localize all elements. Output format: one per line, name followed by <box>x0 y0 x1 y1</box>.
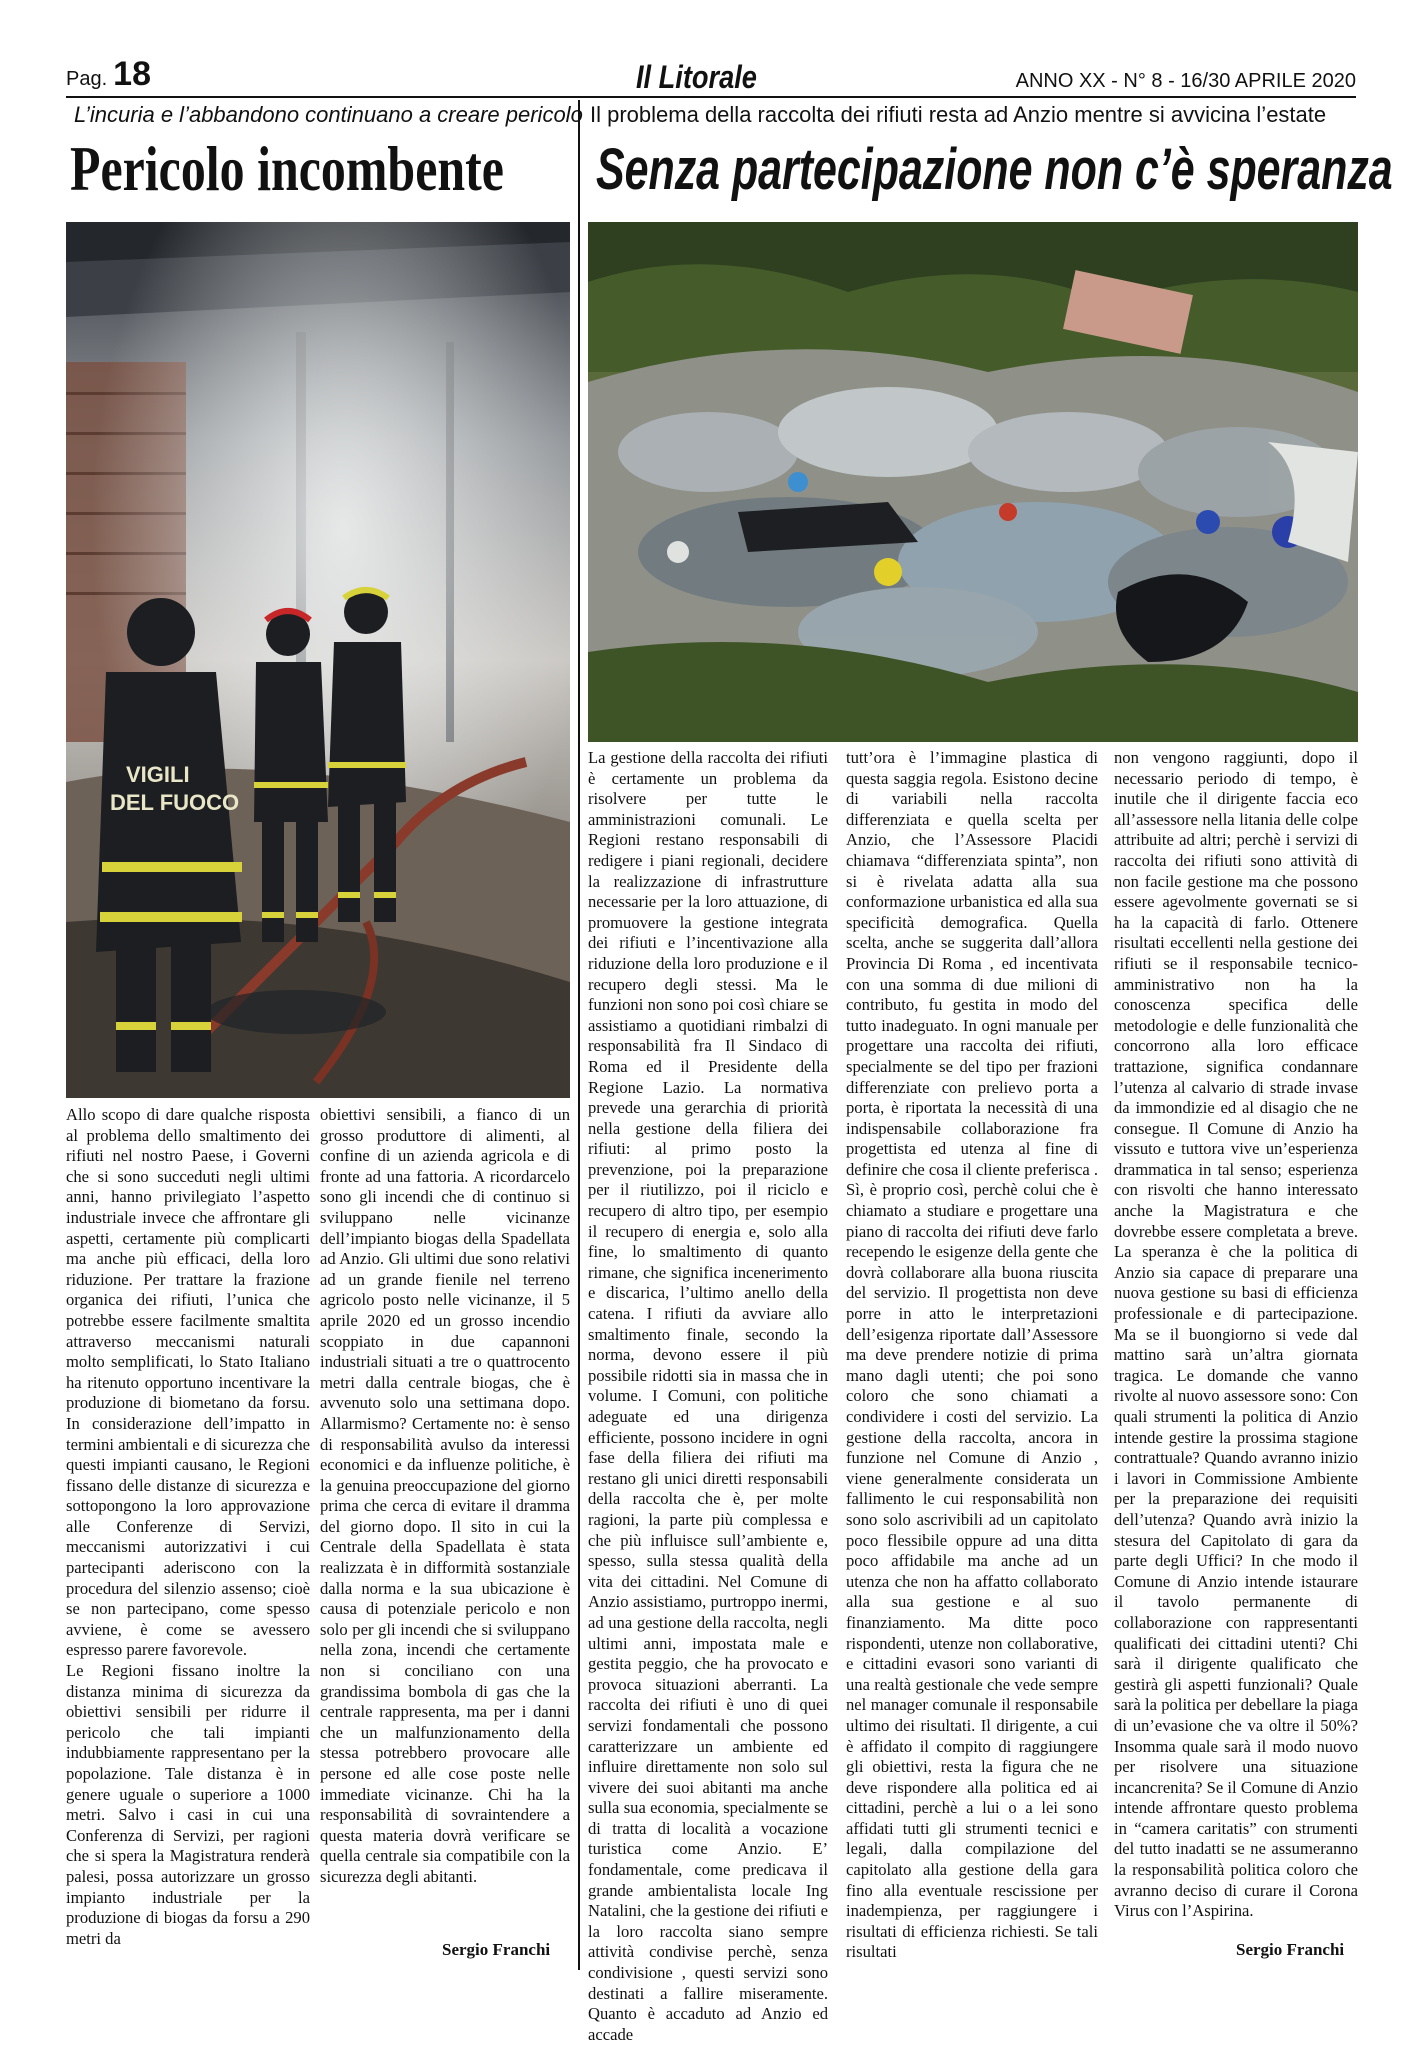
left-signature: Sergio Franchi <box>442 1940 551 1959</box>
garbage-dump-photo <box>588 222 1358 742</box>
page-number: 18 <box>113 55 151 93</box>
right-col-2-para: tutt’ora è l’immagine plastica di questa saggia regola. Esistono decine di variabili nella raccolta differenziata e quella scelta per Anzio, che l’Assessore Placidi chiamava “differenziata spinta”, non si è rivelata adatta alla sua conformazione urbanistica ed alla sua specificità demografica. Quella scelta, anche se suggerita dall’allora Provincia Di Roma , ed incentivata con una somma di due milioni di contributo, fu gestita in modo del tutto inadeguato. In ogni manuale per progettare una raccolta dei rifiuti, specialmente se del tipo per frazioni differenziate con prelievo porta a porta, è riportata la necessità di una indispensabile collaborazione fra progettista ed utenza al fine di definire che cosa il cliente preferisca . Sì, è proprio così, perchè colui che è chiamato a studiare e progettare una piano di raccolta dei rifiuti deve farlo recependo le esigenze della gente che dovrà collaborare alla buona riuscita del servizio. Il progettista non deve porre in atto le interpretazioni dell’esigenza riportate dall’Assessore ma deve prendere notizie di prima mano dagli utenti; che poi sono coloro che sono chiamati a condividere i costi del servizio. La gestione della raccolta, ancora in funzione nel Comune di Anzio , viene generalmente considerata un fallimento le cui responsabilità non sono solo ascrivibili ad un capitolato poco flessibile oppure ad una ditta poco affidabile ma anche ad un utenza che non ha affatto collaborato alla sua gestione e al suo finanziamento. Ma ditte poco rispondenti, utenze non collaborative, e cittadini evasori sono varianti di una realtà gestionale che vede sempre nel manager comunale il responsabile ultimo dei risultati. Il dirigente, a cui è affidato il compito di raggiungere gli obiettivi, resta la figura che ne deve rispondere alla politica ed ai cittadini, perchè a lui o a lei sono affidati tutti gli strumenti tecnici e legali, dalla compilazione del capitolato alla gestione della gara fino alla eventuale rescissione per inadempienza, per raggiungere i risultati di efficienza richiesti. Se tali risultati <box>846 748 1098 1962</box>
right-col-1 <box>588 748 828 2044</box>
page-number-block <box>66 55 151 94</box>
right-signature: Sergio Franchi <box>1236 1940 1345 1959</box>
left-col-2-para: obiettivi sensibili, a fianco di un grosso produttore di alimenti, al confine di un azienda agricola e di fronte ad una fattoria. A ricordarcelo sono gli incendi che di continuo si sviluppano nelle vicinanze dell’impianto biogas della Spadellata ad Anzio. Gli ultimi due sono relativi ad un grande fienile nel terreno agricolo posto nelle vicinanze, il 5 aprile 2020 ed un grosso incendio scoppiato in due capannoni industriali situati a tre o quattrocento metri dalla centrale biogas, che è avvenuto solo una settimana dopo. Allarmismo? Certamente no: è senso di responsabilità avulso da interessi economici e da influenze politiche, è la genuina preoccupazione del giorno prima che cerca di evitare il dramma del giorno dopo. Il sito in cui la Centrale della Spadellata è stata realizzata è in difformità sostanziale dalla norma e la sua ubicazione è causa di potenziale pericolo e non solo per gli incendi che si sviluppano nella zona, incendi che certamente non si conciliano con una grandissima bombola di gas che la centrale rappresenta, ma per i danni che un malfunzionamento della stessa potrebbero provocare alle persone ed alle cose poste nelle immediate vicinanze. Chi ha la responsabilità di sovraintendere a questa materia dovrà verificare se quella centrale sia compatibile con la sicurezza degli abitanti. <box>320 1105 570 1886</box>
right-col-3 <box>1114 748 1358 1936</box>
firefighters-photo-svg <box>66 222 570 1098</box>
right-col-3-para: non vengono raggiunti, dopo il necessario periodo di tempo, è inutile che il dirigente faccia eco all’assessore nella litania delle colpe attribuite ad altri; perchè i servizi di raccolta dei rifiuti sono attività di non facile gestione ma che possono essere agevolmente governati se si ha la capacità di farlo. Ottenere risultati eccellenti nella gestione dei rifiuti se il responsabile tecnico-amministrativo non ha la conoscenza specifica delle metodologie e delle funzionalità che concorrono alla loro efficace trattazione, significa condannare l’utenza al calvario di strade invase da immondizie ed al disagio che ne consegue. Il Comune di Anzio ha vissuto e tuttora vive un’esperienza drammatica in tal senso; esperienza con risvolti che hanno interessato anche la Magistratura e che dovrebbe essere completata a breve. La speranza è che la politica di Anzio sia capace di preparare una nuova gestione su basi di efficienza professionale e di partecipazione. Ma se il buongiorno si vede dal mattino sarà un’altra giornata tragica. Le domande che vanno rivolte al nuovo assessore sono: Con quali strumenti la politica di Anzio intende gestire la prossima stagione contrattuale? Quando avranno inizio i lavori in Commissione Ambiente per la preparazione dei requisiti dell’utenza? Quando avrà inizio la stesura del Capitolato di gara da parte degli Uffici? In che modo il Comune di Anzio intende istaurare il tavolo permanente di collaborazione con rappresentanti qualificati dei cittadini utenti? Chi sarà il dirigente qualificato che gestirà gli aspetti funzionali? Quale sarà la politica per debellare la piaga di un’evasione che va oltre il 50%? Insomma quale sarà il modo nuovo per risolvere una situazione incancrenita? Se il Comune di Anzio intende affrontare questo problema in “camera caritatis” con strumenti del tutto inadatti se ne assumeranno la responsabilità politica coloro che avranno deciso di curare il Corona Virus con l’Aspirina. <box>1114 748 1358 1921</box>
page-header <box>66 56 1356 98</box>
left-col-1 <box>66 1105 310 1965</box>
left-title: Pericolo incombente <box>70 133 504 204</box>
right-col-2 <box>846 748 1098 1966</box>
garbage-dump-photo-svg <box>588 222 1358 742</box>
right-title: Senza partecipazione non c’è speranza <box>596 137 1393 202</box>
masthead: Il Litorale <box>636 59 757 95</box>
right-kicker: Il problema della raccolta dei rifiuti resta ad Anzio mentre si avvicina l’estate <box>590 102 1327 127</box>
left-col-1-para-1: Allo scopo di dare qualche risposta al problema dello smaltimento dei rifiuti nel nostro Paese, i Governi che si sono succeduti negli ultimi anni, hanno privilegiato l’aspetto industriale invece che affrontare gli aspetti, certamente più complicarti ma anche più efficaci, della loro riduzione. Per trattare la frazione organica dei rifiuti, l’unica che potrebbe essere facilmente smaltita attraverso meccanismi naturali molto semplificati, lo Stato Italiano ha ritenuto opportuno incentivare la produzione di biometano da forsu. In considerazione dell’impatto in termini ambientali e di sicurezza che questi impianti causano, le Regioni fissano delle distanze di sicurezza e sottopongono la loro approvazione alle Conferenze di Servizi, meccanismi autorizzativi i cui partecipanti aderiscono con la procedura del silenzio assenso; cioè se non partecipano, come spesso avviene, è come se avessero espresso parere favorevole. <box>66 1105 310 1660</box>
left-col-1-para-2: Le Regioni fissano inoltre la distanza minima di sicurezza da obiettivi sensibili per ridurre il pericolo che tali impianti indubbiamente rappresentano per la popolazione. Tale distanza è in genere uguale o superiore a 1000 metri. Salvo i casi in cui una Conferenza di Servizi, per ragioni che si spera la Magistratura renderà palesi, possa autorizzare un grosso impianto industriale per la produzione di biogas da forsu a 290 metri da <box>66 1661 310 1948</box>
left-kicker: L’incuria e l’abbandono continuano a creare pericolo <box>74 102 583 127</box>
left-col-2 <box>320 1105 570 1925</box>
right-col-1-para: La gestione della raccolta dei rifiuti è certamente un problema da risolvere per tutte le amministrazioni comunali. Le Regioni restano responsabili di redigere i piani regionali, decidere la realizzazione di infrastrutture necessarie per la loro attuazione, di promuovere la gestione integrata dei rifiuti e l’incentivazione alla riduzione della loro produzione e il recupero degli stessi. Ma le funzioni non sono poi così chiare se assistiamo a quotidiani rimbalzi di responsabilità fra Il Sindaco di Roma ed il Presidente della Regione Lazio. La normativa prevede una gerarchia di priorità nella gestione della filiera dei rifiuti: al primo posto la prevenzione, poi la preparazione per il riutilizzo, poi il riciclo e recupero di altro tipo, per esempio il recupero di energia e, solo alla fine, lo smaltimento di quanto rimane, che significa incenerimento e discarica, l’ultimo anello della catena. I rifiuti da avviare allo smaltimento finale, secondo la norma, devono essere il più possibile ridotti sia in massa che in volume. I Comuni, con politiche adeguate ed una dirigenza efficiente, possono incidere in ogni fase della filiera dei rifiuti ma restano gli unici diretti responsabili della raccolta che è, per molte ragioni, la parte più complessa e che più influisce sull’ambiente e, spesso, sulla stessa qualità della vita dei cittadini. Nel Comune di Anzio assistiamo, purtroppo inermi, ad una gestione della raccolta, negli ultimi anni, impostata male e gestita peggio, che ha provocato e provoca situazioni aberranti. La raccolta dei rifiuti è uno di quei servizi fondamentali che possono caratterizzare un ambiente ed influire direttamente non solo sul vivere dei suoi abitanti ma anche sulla sua economia, specialmente se di tratta di località a vocazione turistica come Anzio. E’ fondamentale, come predicava il grande ambientalista locale Ing Natalini, che la gestione dei rifiuti e la loro raccolta siano sempre attività condivise perchè, senza condivisione , questi servizi sono destinati a fallire miseramente. Quanto è accaduto ad Anzio ed accade <box>588 748 828 2044</box>
firefighters-photo <box>66 222 570 1098</box>
vigili-del-fuoco-text: VIGILI DEL FUOCO <box>110 762 240 815</box>
page-label: Pag. <box>66 68 108 90</box>
column-divider <box>578 100 580 1970</box>
issue-info: ANNO XX - N° 8 - 16/30 APRILE 2020 <box>1015 70 1356 92</box>
